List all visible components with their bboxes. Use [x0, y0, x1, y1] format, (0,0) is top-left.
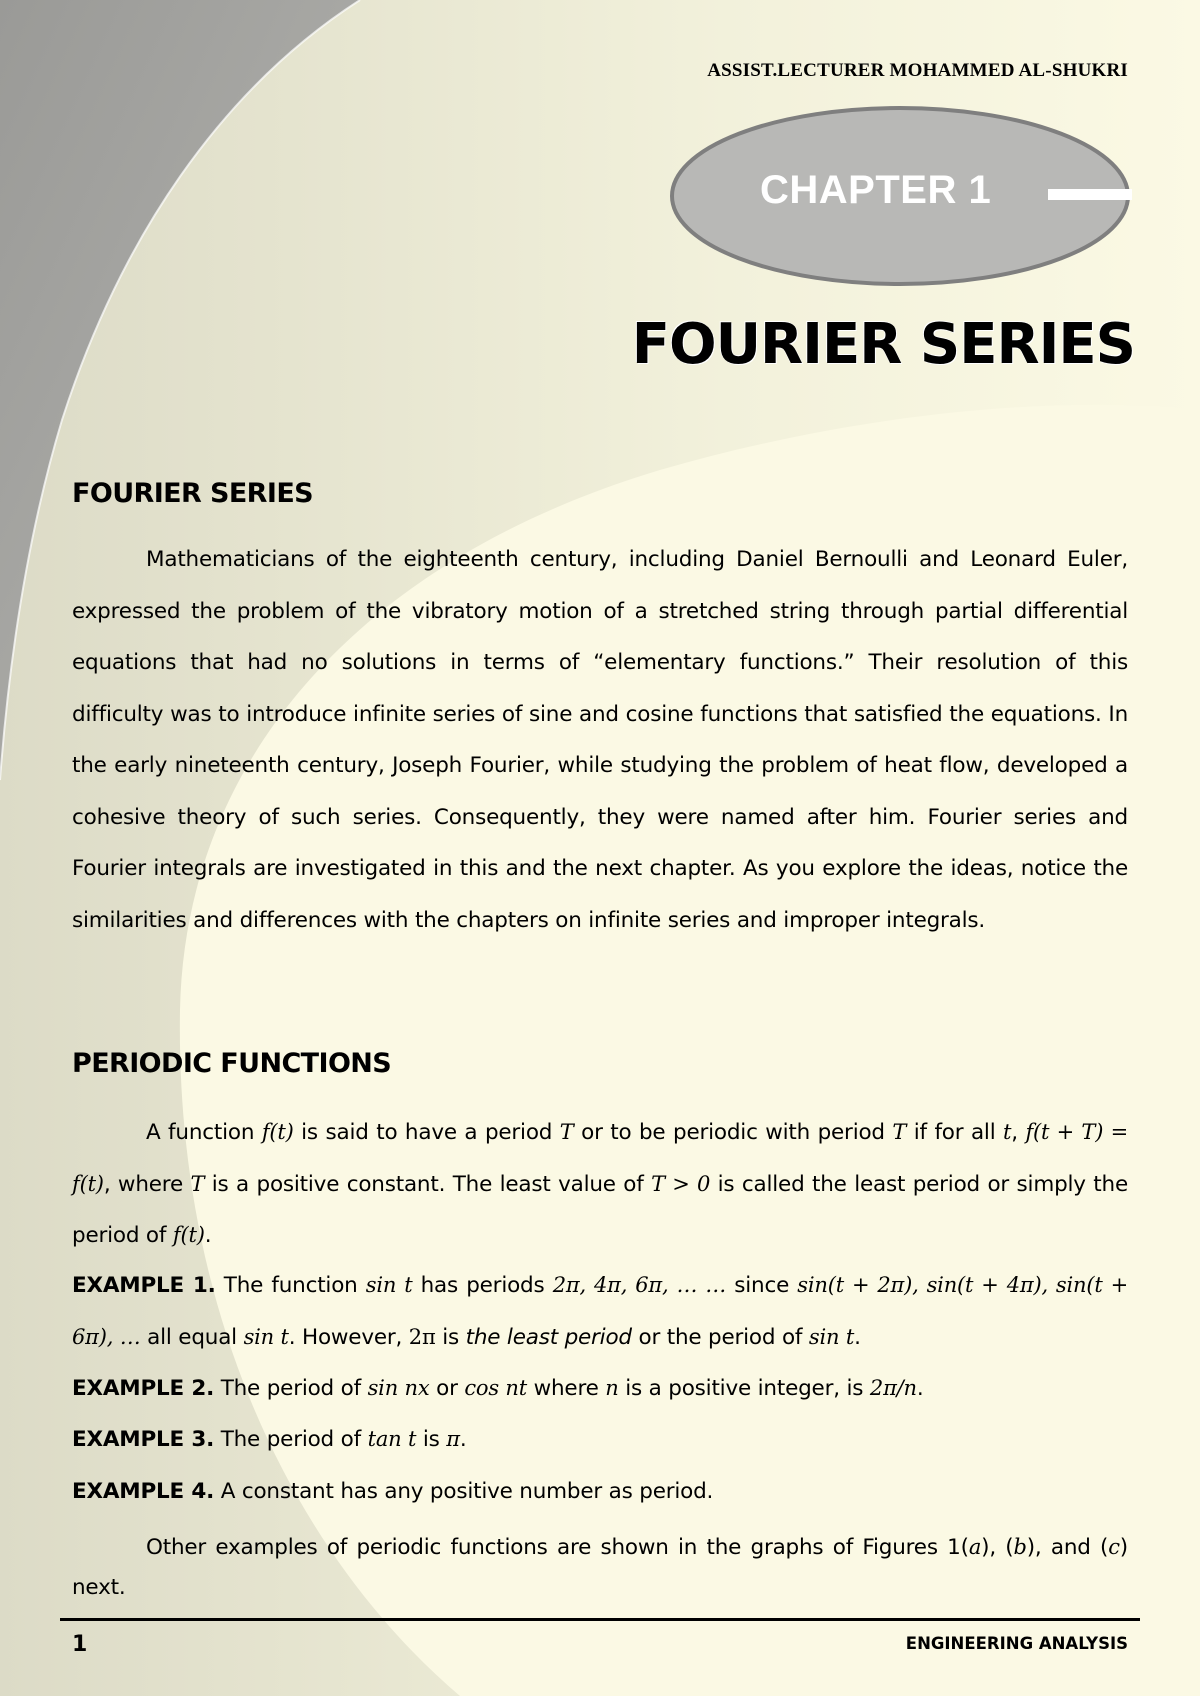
chapter-badge-bar: [1048, 189, 1132, 200]
intro-paragraph: Mathematicians of the eighteenth century, including Daniel Bernoulli and Leonard Euler, expressed the problem of the vibratory motion of a stretched string through partial differential equations that had no solutions in terms of “elementary functions.” Their resolution of this difficulty was to introduce infinite series of sine and cosine functions that satisfied the equations. In the early nineteenth century, Joseph Fourier, while studying the problem of heat flow, developed a cohesive theory of such series. Consequently, they were named after him. Fourier series and Fourier integrals are investigated in this and the next chapter. As you explore the ideas, notice the similarities and differences with the chapters on infinite series and improper integrals.: [72, 547, 1128, 933]
author-name: ASSIST.LECTURER MOHAMMED AL-SHUKRI: [707, 60, 1128, 81]
example-1: EXAMPLE 1. The function sin t has periods 2π, 4π, 6π, … … since sin(t + 2π), sin(t + 4π), sin(t + 6π), … all equal sin t. However, 2π is the least period or the period of sin t.: [72, 1273, 1128, 1350]
section-heading-fourier-series: FOURIER SERIES: [72, 478, 314, 509]
chapter-label: CHAPTER 1: [760, 168, 992, 212]
main-title: FOURIER SERIES: [631, 312, 1135, 377]
example-4: EXAMPLE 4. A constant has any positive number as period.: [72, 1479, 714, 1504]
closing-paragraph: Other examples of periodic functions are shown in the graphs of Figures 1(a), (b), and (c) next.: [72, 1535, 1128, 1600]
example-3: EXAMPLE 3. The period of tan t is π.: [72, 1427, 467, 1452]
footer-rule: [60, 1618, 1140, 1621]
section-heading-periodic-functions: PERIODIC FUNCTIONS: [72, 1048, 392, 1079]
periodic-definition: A function f(t) is said to have a period T or to be periodic with period T if for all t, f(t + T) = f(t), where T is a positive constant. The least value of T > 0 is called the least period or simply the period of f(t).: [72, 1120, 1128, 1248]
footer-title: ENGINEERING ANALYSIS: [905, 1634, 1128, 1653]
page-number: 1: [72, 1632, 88, 1657]
example-2: EXAMPLE 2. The period of sin nx or cos nt where n is a positive integer, is 2π/n.: [72, 1376, 924, 1401]
